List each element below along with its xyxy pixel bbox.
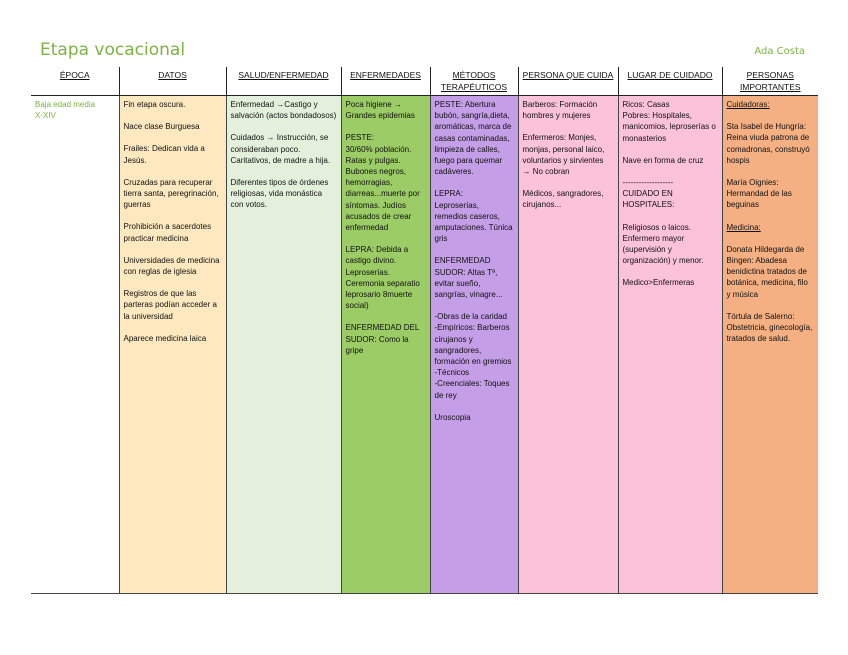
metodos-item: LEPRA: Leproserías, remedios caseros, amputaciones. Túnica gris bbox=[434, 189, 513, 244]
datos-item: Prohibición a sacerdotes practicar medicina bbox=[123, 222, 212, 243]
lugar-item: ------------------- CUIDADO EN HOSPITALES: bbox=[622, 178, 675, 210]
cell-metodos bbox=[430, 96, 518, 594]
medicina-heading: Medicina: bbox=[726, 222, 761, 232]
lugar-item: Ricos: Casas Pobres: Hospitales, manicomios, leproserías o monasterios bbox=[622, 100, 716, 143]
datos-item: Nace clase Burguesa bbox=[123, 122, 200, 132]
metodos-item: ENFERMEDAD SUDOR: Altas Tª, evitar sueño, sangrías, vinagre... bbox=[434, 256, 503, 300]
persona-item: Barberos: Formación hombres y mujeres bbox=[522, 100, 598, 121]
salud-item: Cuidados → Instrucción, se consideraban poco. Caritativos, de madre a hija. bbox=[230, 133, 331, 165]
lugar-item: Religiosos o laicos. Enfermero mayor (supervisión y organización) y menor. bbox=[622, 222, 704, 266]
lugar-item: Medico>Enfermeras bbox=[622, 278, 695, 288]
datos-item: Aparece medicina laica bbox=[123, 333, 207, 343]
metodos-item: Uroscopia bbox=[434, 412, 471, 422]
vocational-stage-table bbox=[31, 67, 818, 594]
datos-item: Registros de que las parteras podían acceder a la universidad bbox=[123, 289, 217, 321]
page-title: Etapa vocacional bbox=[40, 40, 186, 60]
header-importantes: PERSONAS IMPORTANTES bbox=[722, 67, 818, 96]
cell-enfermedades bbox=[341, 96, 430, 594]
salud-item: Diferentes tipos de órdenes religiosas, vida monástica con votos. bbox=[230, 178, 329, 210]
epoca-text: Baja edad media X-XIV bbox=[35, 100, 96, 121]
cell-datos bbox=[119, 96, 226, 594]
header-salud: SALUD/ENFERMEDAD bbox=[226, 67, 341, 96]
salud-item: Enfermedad →Castigo y salvación (actos bondadosos) bbox=[230, 100, 337, 121]
header-persona: PERSONA QUE CUIDA bbox=[518, 67, 618, 96]
cell-lugar bbox=[618, 96, 722, 594]
lugar-item: Nave en forma de cruz bbox=[622, 155, 704, 165]
header-datos: DATOS bbox=[119, 67, 226, 96]
header-metodos: MÉTODOS TERAPÉUTICOS bbox=[430, 67, 518, 96]
importantes-item: Donata Hildegarda de Bingen: Abadesa benidictina tratados de botánica, medicina, filo y música bbox=[726, 244, 808, 299]
cell-epoca bbox=[31, 96, 119, 594]
importantes-item: María Oignies: Hermandad de las beguinas bbox=[726, 178, 792, 210]
persona-item: Médicos, sangradores, cirujanos... bbox=[522, 189, 604, 210]
datos-item: Frailes: Dedican vida a Jesús. bbox=[123, 144, 205, 165]
enfermedades-item: ENFERMEDAD DEL SUDOR: Como la gripe bbox=[345, 323, 419, 355]
cell-persona bbox=[518, 96, 618, 594]
header-epoca: ÉPOCA bbox=[31, 67, 119, 96]
metodos-item: PESTE: Abertura bubón, sangría,dieta, aromáticas, marca de casas contaminadas, limpieza de calles, fuego para quemar cadáveres. bbox=[434, 100, 512, 177]
datos-item: Fin etapa oscura. bbox=[123, 100, 186, 109]
datos-item: Universidades de medicina con reglas de iglesia bbox=[123, 255, 220, 277]
importantes-item: Tórtula de Salerno: Obstetricia, ginecología, tratados de salud. bbox=[726, 311, 813, 344]
datos-item: Cruzadas para recuperar tierra santa, peregrinación, guerras bbox=[123, 177, 219, 210]
cell-importantes bbox=[722, 96, 818, 594]
table-header-row bbox=[31, 67, 818, 96]
enfermedades-item: PESTE: 30/60% población. Ratas y pulgas. Bubones negros, hemorragias, diarreas...muerte por síntomas. Judíos acusados de crear enfermedad bbox=[345, 133, 420, 233]
persona-item: Enfermeros: Monjes, monjas, personal laico, voluntarios y sirvientes → No cobran bbox=[522, 133, 605, 177]
enfermedades-item: LEPRA: Debida a castigo divino. Leproserías. Ceremonia separatio leprosario 8muerte social) bbox=[345, 245, 420, 311]
cell-salud bbox=[226, 96, 341, 594]
cuidadoras-heading: Cuidadoras: bbox=[726, 100, 770, 109]
header-enfermedades: ENFERMEDADES bbox=[341, 67, 430, 96]
table-row bbox=[31, 96, 818, 594]
importantes-item: Sta Isabel de Hungría: Reina viuda patrona de comadronas, construyó hospis bbox=[726, 122, 810, 165]
header-lugar: LUGAR DE CUIDADO bbox=[618, 67, 722, 96]
author-name: Ada Costa bbox=[754, 46, 805, 57]
enfermedades-item: Poca higiene → Grandes epidemias bbox=[345, 100, 415, 121]
metodos-item: -Obras de la caridad -Empíricos: Barberos cirujanos y sangradores, formación en gremios -Técnicos -Creenciales: Toques de rey bbox=[434, 312, 512, 400]
